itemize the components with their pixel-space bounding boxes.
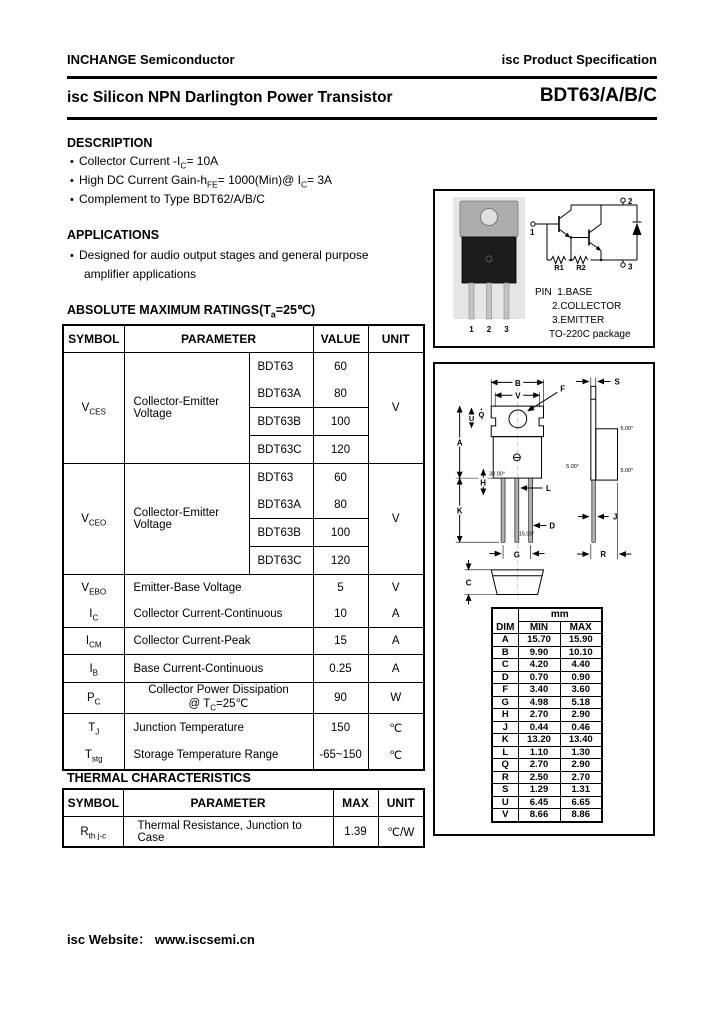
unit-cell: ℃ bbox=[368, 741, 424, 770]
symbol-vces: $V_{CES}$ bbox=[63, 353, 124, 464]
col-unit: UNIT bbox=[368, 325, 424, 353]
value-cell: -65~150 bbox=[313, 741, 368, 770]
ratings-header-row bbox=[63, 325, 424, 353]
device-cell: BDT63 bbox=[249, 353, 313, 381]
param-rthjc: Thermal Resistance, Junction to Case bbox=[123, 817, 333, 848]
device-cell: BDT63C bbox=[249, 547, 313, 575]
device-cell: BDT63A bbox=[249, 380, 313, 408]
symbol-pc: $P_C$ bbox=[63, 683, 124, 714]
applications-bullet-line2: amplifier applications bbox=[84, 267, 197, 281]
thermal-table bbox=[62, 788, 425, 848]
device-cell: BDT63 bbox=[249, 464, 313, 492]
description-heading: DESCRIPTION bbox=[67, 136, 153, 150]
param-ic: Collector Current-Continuous bbox=[124, 601, 313, 628]
angle-5deg-bottom: 5.00° bbox=[620, 468, 634, 475]
col-parameter: PARAMETER bbox=[124, 325, 313, 353]
dim-label-J: J bbox=[613, 512, 618, 522]
col-parameter: PARAMETER bbox=[123, 789, 333, 817]
tstg-row bbox=[63, 741, 424, 770]
page-title: isc Silicon NPN Darlington Power Transistor bbox=[67, 89, 393, 106]
dim-row: H 2.70 2.90 bbox=[492, 709, 602, 722]
unit-cell: ℃/W bbox=[378, 817, 424, 848]
param-vceo: Collector-Emitter Voltage bbox=[124, 464, 249, 575]
value-cell: 80 bbox=[313, 491, 368, 519]
dim-label-Q: Q bbox=[478, 409, 485, 419]
angle-30deg: 30.00° bbox=[489, 471, 505, 478]
vebo-row bbox=[63, 575, 424, 602]
photo-pin2-label: 2 bbox=[486, 325, 492, 334]
value-cell: 150 bbox=[313, 714, 368, 742]
dim-row: R 2.50 2.70 bbox=[492, 771, 602, 784]
dim-label-U: U bbox=[468, 414, 475, 424]
unit-vces: V bbox=[368, 353, 424, 464]
dim-label-L: L bbox=[545, 483, 551, 493]
empty-cell bbox=[492, 608, 518, 621]
col-max: MAX bbox=[333, 789, 378, 817]
tj-row bbox=[63, 714, 424, 742]
spec-label: isc Product Specification bbox=[501, 52, 657, 67]
symbol-ic: $I_C$ bbox=[63, 601, 124, 628]
package-pinning-box bbox=[433, 189, 655, 348]
diode-symbol bbox=[633, 223, 642, 235]
symbol-ib: $I_B$ bbox=[63, 655, 124, 683]
applications-bullet: • Designed for audio output stages and general purpose bbox=[70, 248, 369, 262]
value-cell: 120 bbox=[313, 436, 368, 464]
unit-vceo: V bbox=[368, 464, 424, 575]
vces-row-1 bbox=[63, 353, 424, 381]
schematic-pin3-label: 3 bbox=[628, 262, 633, 272]
col-unit: UNIT bbox=[378, 789, 424, 817]
dim-row: F 3.40 3.60 bbox=[492, 684, 602, 697]
dim-row: K 13.20 13.40 bbox=[492, 734, 602, 747]
package-dimension-drawing bbox=[435, 366, 653, 606]
symbol-vebo: $V_{EBO}$ bbox=[63, 575, 124, 602]
unit-cell: V bbox=[368, 575, 424, 602]
dim-row: G 4.98 5.18 bbox=[492, 696, 602, 709]
description-bullet-1: • Collector Current $-I_C= 10A$ bbox=[70, 154, 219, 171]
vceo-row-1 bbox=[63, 464, 424, 492]
value-cell: 10 bbox=[313, 601, 368, 628]
photo-pin1-label: 1 bbox=[469, 325, 474, 334]
param-pc: Collector Power Dissipation @ $T_C=25℃$ bbox=[124, 683, 313, 714]
rthjc-row bbox=[63, 817, 424, 848]
pin-definition-line1: PIN 1.BASE bbox=[535, 287, 593, 298]
dim-row: D 0.70 0.90 bbox=[492, 671, 602, 684]
max-cell: 1.39 bbox=[333, 817, 378, 848]
package-dimensions-box bbox=[433, 362, 655, 836]
dim-label-D: D bbox=[549, 521, 556, 531]
device-cell: BDT63B bbox=[249, 408, 313, 436]
angle-5deg-left: 5.00° bbox=[566, 464, 579, 471]
to220-package-photo bbox=[453, 197, 525, 337]
resistor-r1-label: R1 bbox=[554, 263, 564, 272]
value-cell: 60 bbox=[313, 464, 368, 492]
title-rule bbox=[67, 117, 657, 120]
dim-row: U 6.45 6.65 bbox=[492, 796, 602, 809]
schematic-pin1-label: 1 bbox=[530, 228, 535, 237]
unit-header: mm bbox=[518, 608, 602, 621]
dim-label-A: A bbox=[456, 438, 463, 448]
value-cell: 5 bbox=[313, 575, 368, 602]
dim-label-K: K bbox=[456, 506, 463, 516]
mounting-hole bbox=[481, 209, 498, 226]
symbol-rthjc: $R_{th j-c}$ bbox=[63, 817, 123, 848]
header-rule bbox=[67, 76, 657, 79]
param-vces: Collector-Emitter Voltage bbox=[124, 353, 249, 464]
value-cell: 60 bbox=[313, 353, 368, 381]
col-max: MAX bbox=[560, 621, 602, 634]
footer-website: isc Website： www.iscsemi.cn bbox=[67, 932, 255, 947]
dimension-table bbox=[491, 607, 603, 823]
ib-row bbox=[63, 655, 424, 683]
pin-definition-line3: 3.EMITTER bbox=[552, 315, 605, 326]
unit-cell: A bbox=[368, 601, 424, 628]
angle-5deg-top: 5.00° bbox=[620, 425, 634, 432]
dim-row: A 15.70 15.90 bbox=[492, 634, 602, 647]
col-min: MIN bbox=[518, 621, 560, 634]
unit-cell: A bbox=[368, 655, 424, 683]
dim-row: C 4.20 4.40 bbox=[492, 659, 602, 672]
dim-label-F: F bbox=[560, 384, 566, 394]
ratings-heading: ABSOLUTE MAXIMUM $RATINGS(T_a=25℃)$ bbox=[67, 303, 316, 320]
value-cell: 15 bbox=[313, 628, 368, 655]
param-vebo: Emitter-Base Voltage bbox=[124, 575, 313, 602]
angle-15deg: 15.00° bbox=[518, 531, 535, 538]
photo-pin3-label: 3 bbox=[504, 325, 509, 334]
pc-row bbox=[63, 683, 424, 714]
dim-row: B 9.90 10.10 bbox=[492, 646, 602, 659]
dim-label-V: V bbox=[515, 391, 521, 401]
param-icm: Collector Current-Peak bbox=[124, 628, 313, 655]
unit-cell: ℃ bbox=[368, 714, 424, 742]
part-number: BDT63/A/B/C bbox=[539, 85, 657, 106]
thermal-header-row bbox=[63, 789, 424, 817]
dim-row: Q 2.70 2.90 bbox=[492, 759, 602, 772]
symbol-vceo: $V_{CEO}$ bbox=[63, 464, 124, 575]
pin-definition-line2: 2.COLLECTOR bbox=[552, 301, 622, 312]
darlington-schematic bbox=[527, 196, 653, 286]
col-dim: DIM bbox=[492, 621, 518, 634]
company-name: INCHANGE Semiconductor bbox=[67, 52, 235, 67]
device-cell: BDT63A bbox=[249, 491, 313, 519]
symbol-tstg: $T_{stg}$ bbox=[63, 741, 124, 770]
value-cell: 90 bbox=[313, 683, 368, 714]
dim-label-S: S bbox=[614, 377, 620, 387]
description-bullet-3: • Complement to Type BDT62/A/B/C bbox=[70, 192, 265, 206]
param-tj: Junction Temperature bbox=[124, 714, 313, 742]
dim-row: S 1.29 1.31 bbox=[492, 784, 602, 797]
dim-row: L 1.10 1.30 bbox=[492, 746, 602, 759]
dim-label-G: G bbox=[513, 550, 520, 560]
package-type-label: TO-220C package bbox=[549, 329, 631, 340]
icm-row bbox=[63, 628, 424, 655]
value-cell: 80 bbox=[313, 380, 368, 408]
description-bullet-2: • High DC Current Gain-$h_{FE}=$ 1000(Min)@ $I_C= 3A$ bbox=[70, 173, 333, 190]
symbol-tj: $T_J$ bbox=[63, 714, 124, 742]
dim-label-R: R bbox=[600, 549, 607, 559]
dim-row: V 8.66 8.86 bbox=[492, 809, 602, 822]
device-cell: BDT63B bbox=[249, 519, 313, 547]
value-cell: 120 bbox=[313, 547, 368, 575]
dim-label-C: C bbox=[465, 578, 472, 588]
param-tstg: Storage Temperature Range bbox=[124, 741, 313, 770]
dim-row: J 0.44 0.46 bbox=[492, 721, 602, 734]
ic-row bbox=[63, 601, 424, 628]
dim-header-row bbox=[492, 621, 602, 634]
resistor-r2-label: R2 bbox=[576, 263, 586, 272]
unit-cell: A bbox=[368, 628, 424, 655]
value-cell: 100 bbox=[313, 519, 368, 547]
ratings-table bbox=[62, 324, 425, 771]
dim-label-B: B bbox=[515, 378, 521, 388]
param-ib: Base Current-Continuous bbox=[124, 655, 313, 683]
applications-heading: APPLICATIONS bbox=[67, 228, 160, 242]
col-value: VALUE bbox=[313, 325, 368, 353]
col-symbol: SYMBOL bbox=[63, 325, 124, 353]
value-cell: 0.25 bbox=[313, 655, 368, 683]
thermal-heading: THERMAL CHARACTERISTICS bbox=[67, 771, 251, 785]
unit-cell: W bbox=[368, 683, 424, 714]
col-symbol: SYMBOL bbox=[63, 789, 123, 817]
value-cell: 100 bbox=[313, 408, 368, 436]
device-cell: BDT63C bbox=[249, 436, 313, 464]
dim-unit-row bbox=[492, 608, 602, 621]
schematic-pin2-label: 2 bbox=[628, 197, 633, 206]
dim-label-H: H bbox=[480, 478, 486, 488]
symbol-icm: $I_{CM}$ bbox=[63, 628, 124, 655]
